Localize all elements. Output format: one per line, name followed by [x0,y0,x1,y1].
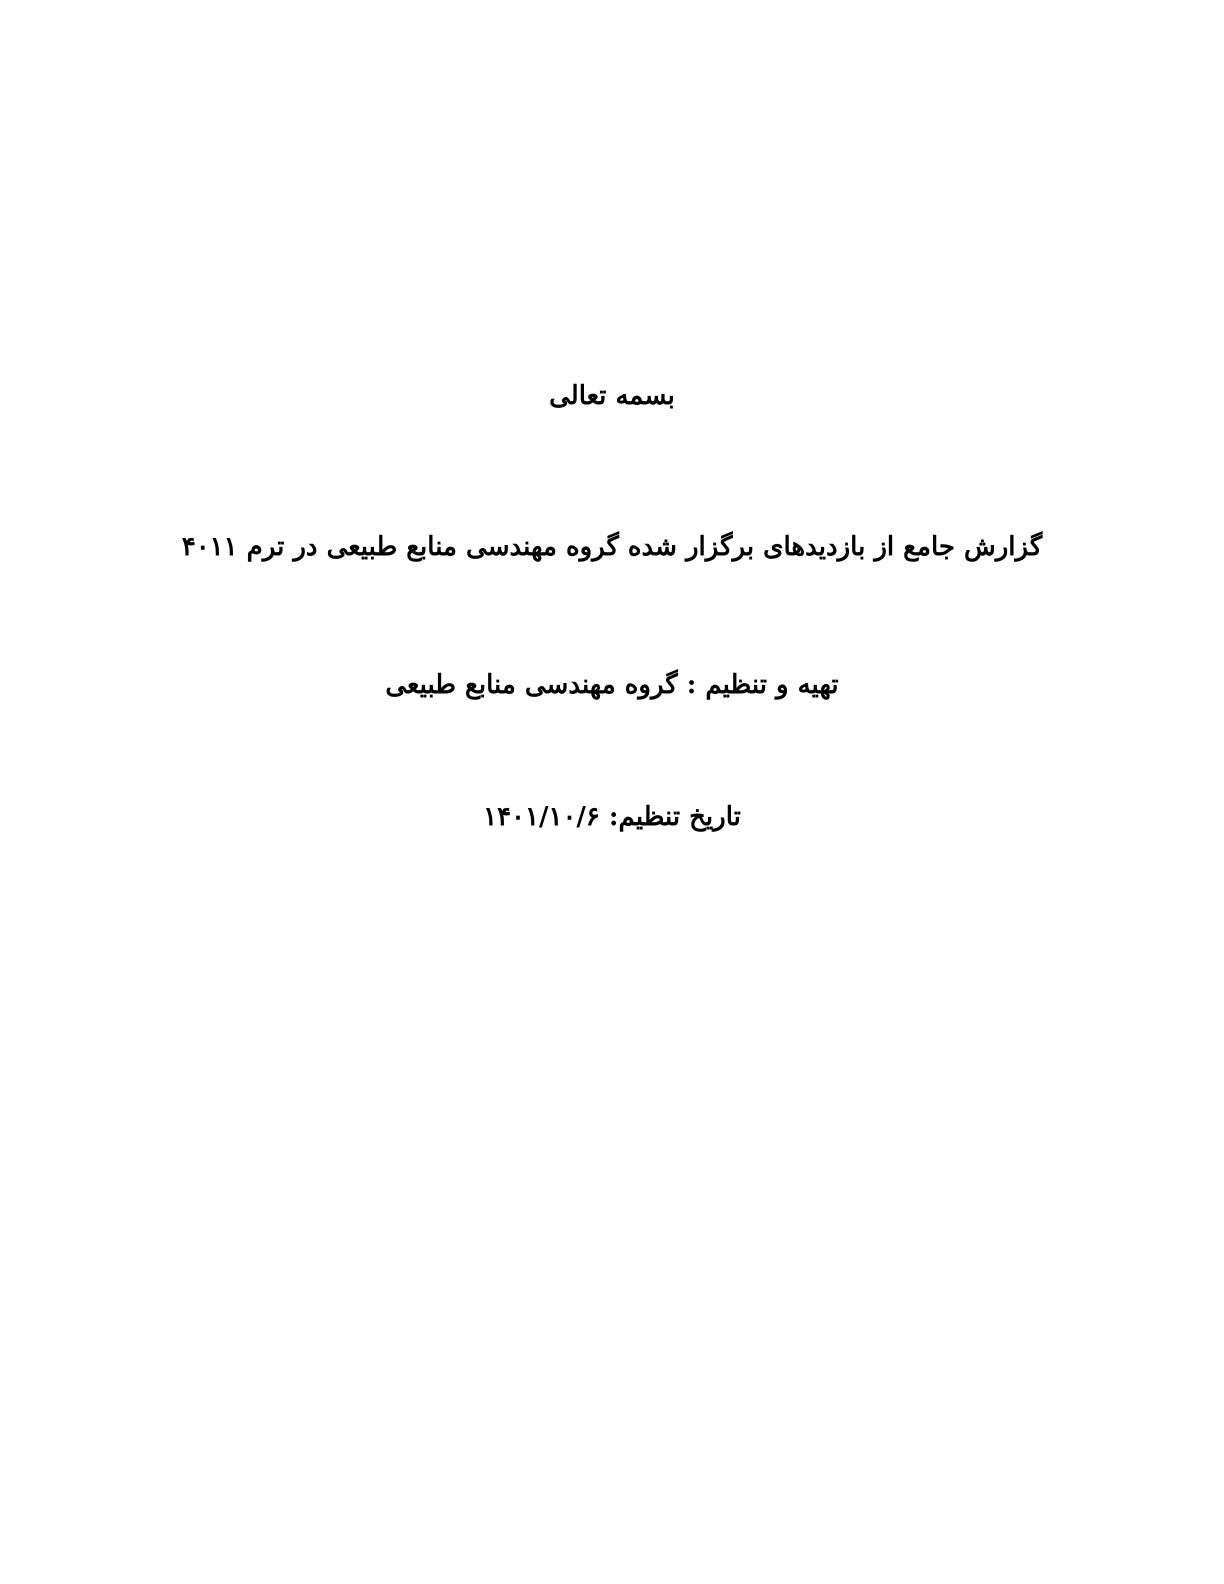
invocation-heading: بسمه تعالی [549,381,675,411]
prepared-by-line: تهیه و تنظیم : گروه مهندسی منابع طبیعی [385,670,839,700]
report-title: گزارش جامع از بازدیدهای برگزار شده گروه مهندسی منابع طبیعی در ترم ۴۰۱۱ [181,532,1043,562]
date-line: تاریخ تنظیم: ۱۴۰۱/۱۰/۶ [483,802,741,832]
